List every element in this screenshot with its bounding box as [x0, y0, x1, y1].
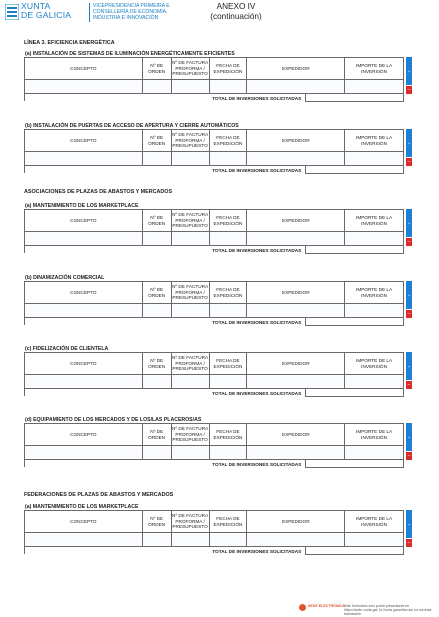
table-input-cell[interactable] [345, 533, 404, 547]
table-input-cell[interactable] [172, 446, 210, 460]
table-input-cell[interactable] [210, 533, 248, 547]
table-input-cell[interactable] [247, 152, 345, 166]
column-header: FECHA DE EXPEDICIÓN [210, 210, 248, 232]
column-header: IMPORTE DE LA INVERSIÓN [345, 58, 404, 80]
investment-table [24, 510, 404, 554]
table-header-row [25, 511, 404, 533]
section-title: (c) FIDELIZACIÓN DE CLIENTELA [25, 346, 109, 352]
total-row [25, 547, 404, 555]
table-input-cell[interactable] [247, 533, 345, 547]
investment-table [24, 209, 404, 253]
section-title: (a) MANTENIMIENTO DE LOS MARKETPLACE [25, 203, 139, 209]
table-input-cell[interactable] [25, 152, 143, 166]
column-header: Nº DE ORDEN [143, 210, 172, 232]
table-input-cell[interactable] [25, 446, 143, 460]
total-row [25, 94, 404, 102]
section-title: (a) MANTENIMIENTO DE LOS MARKETPLACE [25, 504, 139, 510]
column-header: Nº DE ORDEN [143, 424, 172, 446]
table-input-cell[interactable] [143, 533, 172, 547]
section-title: (b) INSTALACIÓN DE PUERTAS DE ACCESO DE APERTURA Y CIERRE AUTOMÁTICOS [25, 123, 239, 129]
logo-divider [89, 3, 90, 22]
column-header: IMPORTE DE LA INVERSIÓN [345, 353, 404, 375]
total-row [25, 460, 404, 468]
table-input-cell[interactable] [345, 232, 404, 246]
investment-table-block [24, 504, 412, 556]
table-input-cell[interactable] [143, 232, 172, 246]
column-header: Nº DE ORDEN [143, 130, 172, 152]
total-input[interactable] [306, 547, 404, 555]
investment-table-block [24, 346, 412, 398]
column-header: EXPEDIDOR [247, 210, 345, 232]
total-input[interactable] [306, 318, 404, 326]
column-header: FECHA DE EXPEDICIÓN [210, 58, 248, 80]
add-row-button[interactable]: + [406, 281, 412, 309]
table-input-cell[interactable] [210, 446, 248, 460]
section-title: (b) DINAMIZACIÓN COMERCIAL [25, 275, 105, 281]
column-header: Nº DE ORDEN [143, 58, 172, 80]
table-input-cell[interactable] [247, 446, 345, 460]
column-header: Nº DE FACTURA PROFORMA / PRESUPUESTO [172, 58, 210, 80]
table-header-row [25, 424, 404, 446]
section-title: (d) EQUIPAMIENTO DE LOS MERCADOS Y DE LOS/LAS PLACEROS/AS [25, 417, 202, 423]
total-row [25, 389, 404, 397]
column-header: IMPORTE DE LA INVERSIÓN [345, 282, 404, 304]
table-input-cell[interactable] [247, 304, 345, 318]
total-label: TOTAL DE INVERSIONES SOLICITADAS [25, 389, 306, 397]
column-header: CONCEPTO [25, 210, 143, 232]
column-header: Nº DE ORDEN [143, 353, 172, 375]
investment-table-block [24, 417, 412, 469]
column-header: EXPEDIDOR [247, 130, 345, 152]
table-input-cell[interactable] [210, 304, 248, 318]
total-input[interactable] [306, 166, 404, 174]
line-title: LÍNEA 3. EFICIENCIA ENERGÉTICA [24, 40, 115, 46]
column-header: Nº DE FACTURA PROFORMA / PRESUPUESTO [172, 511, 210, 533]
table-header-row [25, 282, 404, 304]
table-input-cell[interactable] [172, 375, 210, 389]
table-input-cell[interactable] [345, 446, 404, 460]
table-input-cell[interactable] [143, 80, 172, 94]
column-header: EXPEDIDOR [247, 282, 345, 304]
investment-table-block [24, 203, 412, 255]
total-input[interactable] [306, 94, 404, 102]
table-input-cell[interactable] [172, 152, 210, 166]
group-title-federaciones: FEDERACIONES DE PLAZAS DE ABASTOS Y MERCADOS [24, 492, 174, 498]
total-row [25, 166, 404, 174]
table-input-cell[interactable] [210, 80, 248, 94]
table-input-cell[interactable] [25, 375, 143, 389]
total-input[interactable] [306, 389, 404, 397]
investment-table [24, 129, 404, 173]
investment-table [24, 281, 404, 325]
column-header: FECHA DE EXPEDICIÓN [210, 282, 248, 304]
total-row [25, 246, 404, 254]
add-row-button[interactable]: + [406, 352, 412, 380]
table-row [25, 533, 404, 547]
column-header: FECHA DE EXPEDICIÓN [210, 424, 248, 446]
table-row [25, 446, 404, 460]
total-label: TOTAL DE INVERSIONES SOLICITADAS [25, 246, 306, 254]
column-header: Nº DE FACTURA PROFORMA / PRESUPUESTO [172, 282, 210, 304]
table-input-cell[interactable] [143, 375, 172, 389]
table-header-row [25, 130, 404, 152]
total-label: TOTAL DE INVERSIONES SOLICITADAS [25, 460, 306, 468]
table-input-cell[interactable] [345, 375, 404, 389]
table-input-cell[interactable] [345, 80, 404, 94]
table-row [25, 152, 404, 166]
column-header: CONCEPTO [25, 58, 143, 80]
table-row [25, 80, 404, 94]
table-input-cell[interactable] [25, 304, 143, 318]
total-input[interactable] [306, 460, 404, 468]
total-row [25, 318, 404, 326]
table-row [25, 304, 404, 318]
column-header: EXPEDIDOR [247, 353, 345, 375]
table-row [25, 232, 404, 246]
add-row-button[interactable]: + [406, 510, 412, 538]
xunta-logo-text: XUNTA DE GALICIA [21, 1, 72, 21]
table-input-cell[interactable] [345, 304, 404, 318]
table-input-cell[interactable] [143, 152, 172, 166]
table-row [25, 375, 404, 389]
table-input-cell[interactable] [247, 375, 345, 389]
column-header: CONCEPTO [25, 511, 143, 533]
table-input-cell[interactable] [210, 152, 248, 166]
remove-row-button[interactable]: – [407, 86, 411, 93]
investment-table-block [24, 275, 412, 327]
department-name: VICEPRESIDENCIA PRIMEIRA E CONSELLERÍA DE ECONOMÍA, INDUSTRIA E INNOVACIÓN [93, 3, 170, 22]
remove-row-button[interactable]: – [407, 310, 411, 317]
column-header: Nº DE ORDEN [143, 282, 172, 304]
column-header: CONCEPTO [25, 353, 143, 375]
table-input-cell[interactable] [172, 533, 210, 547]
column-header: IMPORTE DE LA INVERSIÓN [345, 424, 404, 446]
column-header: IMPORTE DE LA INVERSIÓN [345, 511, 404, 533]
column-header: FECHA DE EXPEDICIÓN [210, 511, 248, 533]
remove-row-button[interactable]: – [407, 381, 411, 388]
sede-electronica-icon [299, 604, 306, 611]
column-header: FECHA DE EXPEDICIÓN [210, 353, 248, 375]
column-header: FECHA DE EXPEDICIÓN [210, 130, 248, 152]
table-input-cell[interactable] [143, 446, 172, 460]
column-header: IMPORTE DE LA INVERSIÓN [345, 210, 404, 232]
table-input-cell[interactable] [25, 80, 143, 94]
column-header: EXPEDIDOR [247, 424, 345, 446]
section-title: (a) INSTALACIÓN DE SISTEMAS DE ILUMINACIÓN ENERGÉTICAMENTE EFICIENTES [25, 51, 235, 57]
group-title-abastos: ASOCIACIONES DE PLAZAS DE ABASTOS Y MERCADOS [24, 189, 173, 195]
column-header: IMPORTE DE LA INVERSIÓN [345, 130, 404, 152]
total-label: TOTAL DE INVERSIONES SOLICITADAS [25, 94, 306, 102]
table-input-cell[interactable] [345, 152, 404, 166]
remove-row-button[interactable]: – [407, 539, 411, 546]
footer-note: Este formulario solo podrá presentarse en https://sede.xunta.gal, la Xunta garantiza así su correcta tramitación [344, 604, 432, 617]
table-input-cell[interactable] [172, 232, 210, 246]
table-input-cell[interactable] [25, 533, 143, 547]
table-header-row [25, 353, 404, 375]
table-input-cell[interactable] [143, 304, 172, 318]
total-label: TOTAL DE INVERSIONES SOLICITADAS [25, 318, 306, 326]
investment-table [24, 352, 404, 396]
column-header: EXPEDIDOR [247, 511, 345, 533]
table-input-cell[interactable] [247, 80, 345, 94]
add-row-button[interactable]: + [406, 423, 412, 451]
page-header [0, 0, 439, 34]
column-header: CONCEPTO [25, 282, 143, 304]
investment-table [24, 423, 404, 467]
column-header: Nº DE FACTURA PROFORMA / PRESUPUESTO [172, 130, 210, 152]
column-header: Nº DE FACTURA PROFORMA / PRESUPUESTO [172, 424, 210, 446]
column-header: Nº DE FACTURA PROFORMA / PRESUPUESTO [172, 353, 210, 375]
add-row-button[interactable]: + [406, 209, 412, 237]
column-header: Nº DE ORDEN [143, 511, 172, 533]
table-input-cell[interactable] [247, 232, 345, 246]
table-header-row [25, 58, 404, 80]
table-input-cell[interactable] [172, 304, 210, 318]
add-row-button[interactable]: + [406, 57, 412, 85]
investment-table [24, 57, 404, 101]
table-header-row [25, 210, 404, 232]
investment-table-block [24, 51, 412, 103]
column-header: Nº DE FACTURA PROFORMA / PRESUPUESTO [172, 210, 210, 232]
table-input-cell[interactable] [210, 232, 248, 246]
annex-title: ANEXO IV (continuación) [210, 2, 262, 21]
table-input-cell[interactable] [210, 375, 248, 389]
xunta-emblem-icon [5, 4, 19, 20]
remove-row-button[interactable]: – [407, 452, 411, 459]
column-header: EXPEDIDOR [247, 58, 345, 80]
total-input[interactable] [306, 246, 404, 254]
table-input-cell[interactable] [172, 80, 210, 94]
add-row-button[interactable]: + [406, 129, 412, 157]
column-header: CONCEPTO [25, 130, 143, 152]
remove-row-button[interactable]: – [407, 238, 411, 245]
footer-sede-note [299, 604, 439, 617]
investment-table-block [24, 123, 412, 175]
footer-brand: SEDE ELECTRÓNICA [308, 604, 345, 608]
column-header: CONCEPTO [25, 424, 143, 446]
table-input-cell[interactable] [25, 232, 143, 246]
total-label: TOTAL DE INVERSIONES SOLICITADAS [25, 166, 306, 174]
total-label: TOTAL DE INVERSIONES SOLICITADAS [25, 547, 306, 555]
remove-row-button[interactable]: – [407, 158, 411, 165]
